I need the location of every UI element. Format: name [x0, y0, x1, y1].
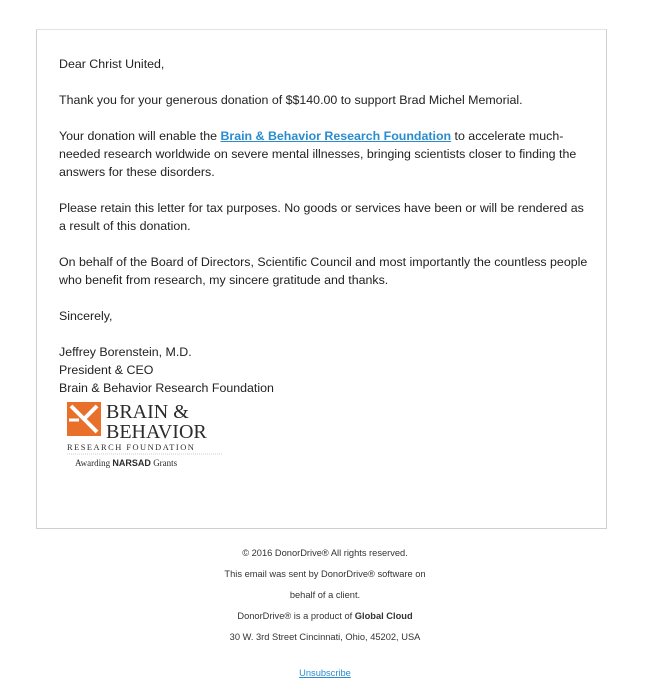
gratitude-paragraph: On behalf of the Board of Directors, Scientific Council and most importantly the countless people who benefit from research, my sincere gratitude and thanks.: [59, 255, 588, 287]
impact-prefix: Your donation will enable the: [59, 129, 221, 143]
copyright: © 2016 DonorDrive® All rights reserved.: [242, 548, 408, 558]
logo-line-1: BRAIN &: [106, 401, 189, 423]
logo-line-2: BEHAVIOR: [106, 421, 207, 443]
greeting: Dear Christ United,: [59, 57, 165, 71]
address: 30 W. 3rd Street Cincinnati, Ohio, 45202, USA: [229, 632, 421, 642]
sent-by-line-2: behalf of a client.: [289, 590, 361, 600]
email-footer: [0, 543, 650, 648]
donation-impact-paragraph: [59, 127, 589, 181]
logo-tagline: [75, 458, 178, 468]
tagline-suffix: Grants: [150, 458, 178, 468]
signature-block: [59, 343, 589, 397]
foundation-link[interactable]: Brain & Behavior Research Foundation: [220, 129, 452, 143]
tagline-prefix: Awarding: [75, 458, 113, 468]
logo-line-3: RESEARCH FOUNDATION: [67, 443, 196, 452]
sent-by-line-1: This email was sent by DonorDrive® software on: [224, 569, 426, 579]
unsubscribe-link[interactable]: Unsubscribe: [299, 668, 351, 678]
impact-suffix: to accelerate much-needed research worldwide on severe mental illnesses, bringing scientists closer to finding the answers for these disorders.: [59, 129, 577, 179]
logo-mark-icon: [67, 402, 101, 436]
closing: Sincerely,: [59, 309, 113, 323]
signer-name: Jeffrey Borenstein, M.D.: [59, 345, 192, 359]
thanks-paragraph: Thank you for your generous donation of $$140.00 to support Brad Michel Memorial.: [59, 93, 523, 107]
letter-card: [36, 29, 607, 529]
product-line: [0, 606, 650, 627]
tagline-bold: NARSAD: [112, 458, 151, 468]
letter-body: [59, 55, 589, 478]
tax-paragraph: Please retain this letter for tax purposes. No goods or services have been or will be rendered as a result of this donation.: [59, 201, 584, 233]
product-company: Global Cloud: [354, 611, 413, 621]
foundation-logo: [59, 398, 229, 478]
unsubscribe-row: [0, 668, 650, 678]
foundation-logo-graphic: [59, 398, 229, 478]
signer-title: President & CEO: [59, 363, 154, 377]
product-prefix: DonorDrive® is a product of: [237, 611, 355, 621]
signer-organization: Brain & Behavior Research Foundation: [59, 381, 274, 395]
